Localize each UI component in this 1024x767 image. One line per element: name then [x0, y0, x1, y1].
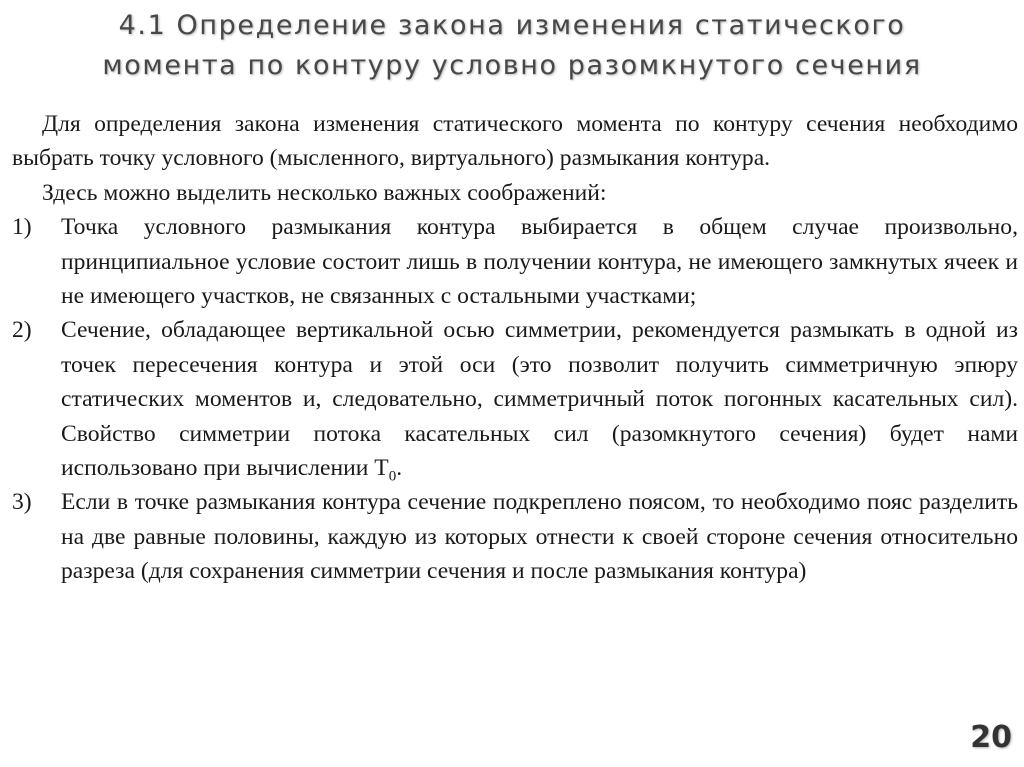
slide-title-line-1: 4.1 Определение закона изменения статического: [118, 10, 906, 41]
page-number: 20: [970, 720, 1012, 755]
list-item-number: 3): [12, 489, 32, 516]
list-item-text: Если в точке размыкания контура сечение подкреплено поясом, то необходимо пояс разделить на две равные половины, каждую из которых отнести к своей стороне сечения относительно разреза (для сохранения симметрии сечения и после размыкания контура): [61, 489, 1018, 585]
slide-title: [0, 6, 1024, 86]
intro-paragraph: Для определения закона изменения статического момента по контуру сечения необходимо выбрать точку условного (мысленного, виртуального) размыкания контура.: [12, 111, 1018, 172]
list-item: [12, 210, 1018, 313]
list-item-text: Сечение, обладающее вертикальной осью симметрии, рекомендуется размыкать в одной из точек пересечения контура и этой оси (это позволит получить симметричную эпюру статических моментов и, следовательно, симметричный поток погонных касательных сил). Свойство симметрии потока касательных сил (разомкнутого сечения) будет нами использовано при вычислении T: [61, 317, 1018, 482]
t-zero-subscript: 0: [388, 468, 397, 485]
list-item-number: 2): [12, 317, 32, 344]
slide-title-line-2: момента по контуру условно разомкнутого сечения: [102, 50, 922, 81]
slide-body: [12, 107, 1018, 589]
list-item: [12, 485, 1018, 588]
list-item-suffix: .: [396, 455, 403, 482]
list-item-text: Точка условного размыкания контура выбирается в общем случае произвольно, принципиальное условие состоит лишь в получении контура, не имеющего замкнутых ячеек и не имеющего участков, не связанных с остальными участками;: [61, 214, 1018, 310]
list-item: [12, 313, 1018, 485]
list-item-number: 1): [12, 214, 32, 241]
lead-paragraph: Здесь можно выделить несколько важных соображений:: [42, 179, 607, 206]
